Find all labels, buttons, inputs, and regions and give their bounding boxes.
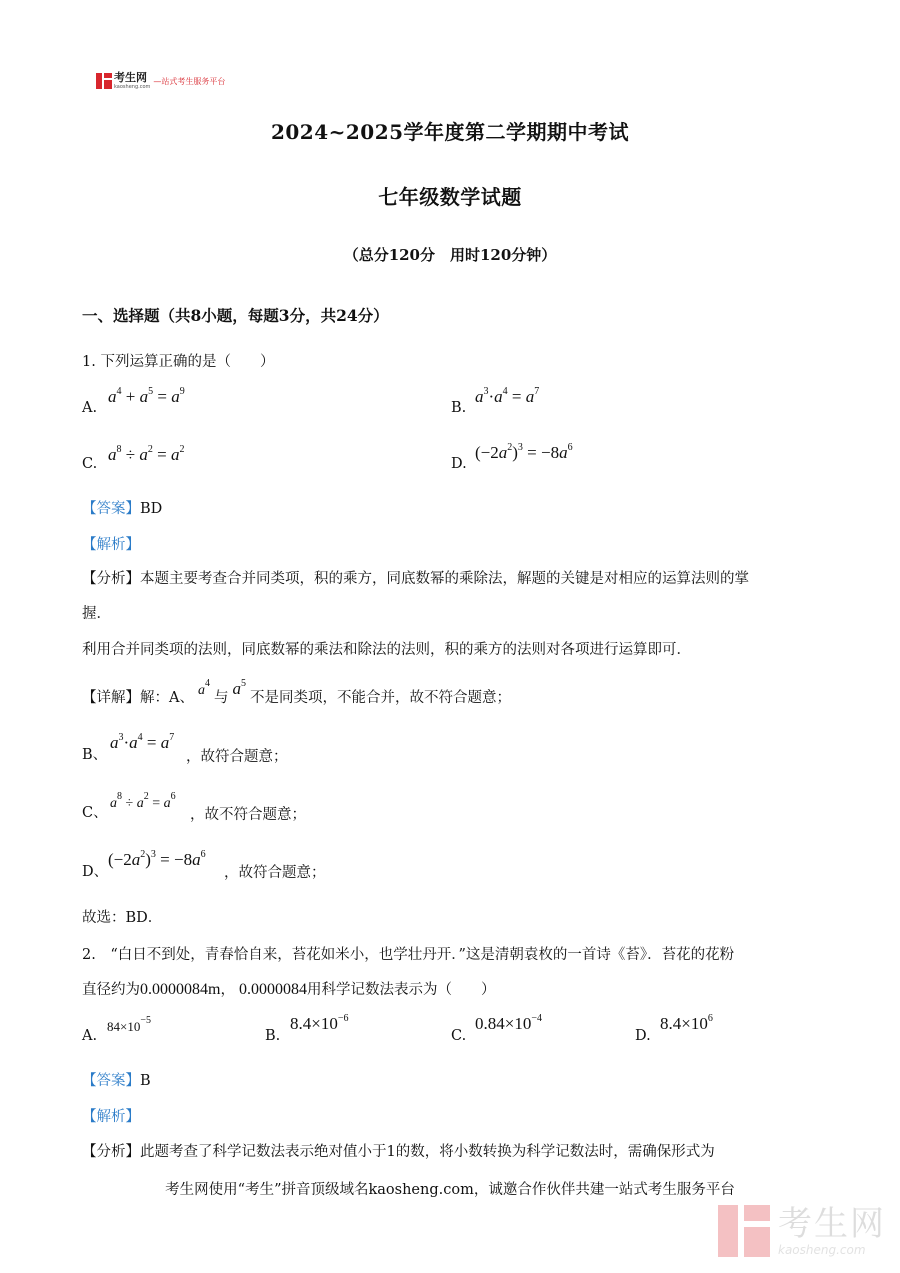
- q1-detail-b-math: $a^3\cdot a^4 = a^7$: [110, 732, 175, 752]
- fenxi-tag: 【分析】: [82, 571, 140, 587]
- page-title: 2024~2025学年度第二学期期中考试: [270, 120, 630, 144]
- q1-detail-d-prefix: D、: [82, 864, 109, 880]
- logo-domain: kaosheng.com: [114, 84, 151, 90]
- page-subtitle: 七年级数学试题: [378, 185, 522, 209]
- q2-stem-line2: [82, 980, 495, 1000]
- answer-value: B: [140, 1073, 151, 1089]
- answer-tag: 【答案】: [82, 1073, 140, 1089]
- q1-option-a-label: A.: [82, 400, 98, 416]
- q2-option-d-label: D.: [635, 1028, 651, 1044]
- watermark-text: 考生网: [778, 1204, 886, 1244]
- q1-option-a-math: $a^4 + a^5 = a^9$: [108, 386, 185, 406]
- q2-stem-prefix: 直径约为: [82, 982, 140, 998]
- q1-detail-a: 【详解】解：A、 $a^4$与 $a^5$不是同类项，不能合并，故不符合题意；: [82, 678, 511, 706]
- q2-value2: 0.0000084: [238, 981, 307, 998]
- kaosheng-logo-icon: [96, 73, 112, 89]
- watermark-domain: kaosheng.com: [778, 1243, 866, 1257]
- q2-fenxi-line1: [82, 1142, 715, 1162]
- q2-option-b-math: $8.4\times 10^{-6}$: [290, 1013, 349, 1033]
- answer-tag: 【答案】: [82, 501, 140, 517]
- q2-value1: 0.0000084m: [140, 981, 221, 998]
- q1-detail-b-prefix: B、: [82, 747, 108, 763]
- q1-detail-c-tail: ，故不符合题意；: [190, 807, 306, 823]
- detail-tag: 【详解】: [82, 690, 140, 706]
- watermark-logo-icon: [718, 1205, 770, 1257]
- q1-answer: [82, 499, 162, 519]
- q1-detail-d-tail: ，故符合题意；: [224, 865, 326, 881]
- q1-option-c-math: $a^8 \div a^2 = a^2$: [108, 444, 185, 464]
- q1-stem: 1. 下列运算正确的是（ ）: [82, 354, 275, 370]
- q1-detail-d-math: $(-2a^2)^3 = -8a^6$: [108, 849, 206, 869]
- q2-option-d-math: $8.4\times 10^6$: [660, 1013, 713, 1033]
- q2-analysis-tag: 【解析】: [82, 1109, 140, 1125]
- q1-detail-c-prefix: C、: [82, 805, 108, 821]
- logo-text: 考生网: [114, 71, 147, 84]
- q2-option-b-label: B.: [265, 1028, 281, 1044]
- fenxi-tag: 【分析】: [82, 1144, 140, 1160]
- fenxi-text: 此题考查了科学记数法表示绝对值小于1的数，将小数转换为科学记数法时，需确保形式为: [140, 1144, 715, 1160]
- q1-fenxi-line2: 握．: [82, 606, 111, 622]
- answer-value: BD: [140, 501, 163, 517]
- q2-option-a-math: $84\times 10^{-5}$: [107, 1015, 151, 1034]
- q1-option-b-label: B.: [451, 400, 467, 416]
- q1-option-b-math: $a^3\cdot a^4 = a^7$: [475, 386, 540, 406]
- q1-fenxi-line1: [82, 569, 749, 589]
- page-footer: 考生网使用“考生”拼音顶级域名kaosheng.com，诚邀合作伙伴共建一站式考生服务平台: [165, 1182, 735, 1198]
- q1-detail-b-tail: ，故符合题意；: [186, 749, 288, 765]
- q2-option-a-label: A.: [82, 1028, 98, 1044]
- q2-answer: [82, 1071, 151, 1091]
- detail-prefix: 解：A、: [140, 690, 194, 706]
- q2-sep: ，: [220, 982, 235, 998]
- q2-option-c-math: $0.84\times 10^{-4}$: [475, 1013, 542, 1033]
- q1-option-c-label: C.: [82, 456, 98, 472]
- q2-stem-suffix: 用科学记数法表示为（ ）: [306, 982, 496, 998]
- header-slogan: —站式考生服务平台: [153, 76, 226, 86]
- exam-meta: （总分120分 用时120分钟）: [343, 246, 557, 264]
- q1-analysis-tag: 【解析】: [82, 537, 140, 553]
- header-logo: [96, 72, 225, 90]
- q1-option-d-math: $(-2a^2)^3 = -8a^6$: [475, 442, 573, 462]
- q1-option-d-label: D.: [451, 456, 467, 472]
- q1-detail-c-math: $a^8 \div a^2 = a^6$: [110, 791, 176, 811]
- section-heading: 一、选择题（共8小题，每题3分，共24分）: [82, 306, 389, 325]
- watermark: [718, 1205, 886, 1257]
- detail-a-tail: 不是同类项，不能合并，故不符合题意；: [249, 690, 511, 706]
- fenxi-text: 本题主要考查合并同类项，积的乘方，同底数幂的乘除法，解题的关键是对相应的运算法则的掌: [140, 571, 749, 587]
- q1-method: 利用合并同类项的法则，同底数幂的乘法和除法的法则，积的乘方的法则对各项进行运算即可．: [82, 642, 691, 658]
- q2-stem-line1: 2. “白日不到处，青春恰自来，苔花如米小，也学壮丹开．”这是清朝袁枚的一首诗《苔》．苔花的花粉: [82, 947, 735, 963]
- q2-option-c-label: C.: [451, 1028, 467, 1044]
- detail-mid: 与: [213, 690, 229, 706]
- q1-choose: 故选：BD．: [82, 910, 163, 926]
